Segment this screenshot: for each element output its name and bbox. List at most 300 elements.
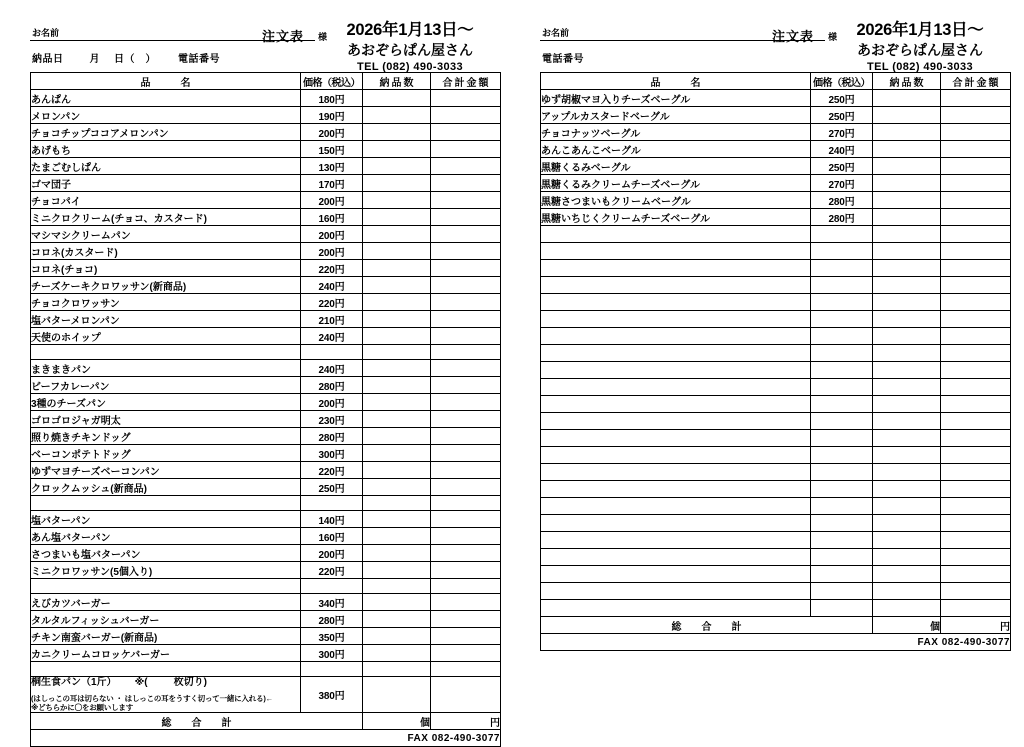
blank-cell[interactable] <box>873 600 941 617</box>
blank-cell[interactable] <box>363 496 431 511</box>
blank-cell[interactable] <box>541 600 811 617</box>
blank-cell[interactable] <box>873 243 941 260</box>
empty-order-row <box>541 549 1011 566</box>
column-header-amount: 合計金額 <box>431 73 501 90</box>
empty-order-row <box>541 447 1011 464</box>
item-qty-input-cell[interactable] <box>363 192 431 209</box>
item-amount-input-cell[interactable] <box>431 428 501 445</box>
blank-cell[interactable] <box>811 311 873 328</box>
blank-cell[interactable] <box>941 362 1011 379</box>
item-price-cell: 280円 <box>301 611 363 628</box>
item-price-cell: 300円 <box>301 445 363 462</box>
item-qty-input-cell[interactable] <box>363 294 431 311</box>
blank-cell[interactable] <box>811 294 873 311</box>
item-qty-input-cell[interactable] <box>363 158 431 175</box>
item-price-cell: 280円 <box>811 192 873 209</box>
grand-total-yen-unit-right[interactable]: 円 <box>941 617 1011 634</box>
item-qty-input-cell[interactable] <box>363 175 431 192</box>
blank-cell[interactable] <box>541 447 811 464</box>
item-qty-input-cell[interactable] <box>363 445 431 462</box>
column-header-price-right: 価格（税込） <box>811 73 873 90</box>
blank-cell[interactable] <box>941 260 1011 277</box>
empty-order-row <box>541 243 1011 260</box>
item-amount-input-cell[interactable] <box>431 562 501 579</box>
blank-cell[interactable] <box>363 662 431 677</box>
item-amount-input-cell[interactable] <box>431 462 501 479</box>
month-label: 月 <box>89 54 100 65</box>
blank-cell[interactable] <box>873 566 941 583</box>
item-price-cell: 190円 <box>301 107 363 124</box>
item-name-cell: さつまいも塩バターパン <box>31 545 301 562</box>
blank-cell[interactable] <box>431 496 501 511</box>
fax-number: FAX 082-490-3077 <box>31 730 501 747</box>
form-header-right <box>540 0 1010 72</box>
blank-cell[interactable] <box>941 464 1011 481</box>
item-price-cell: 210円 <box>301 311 363 328</box>
item-qty-input-cell[interactable] <box>363 226 431 243</box>
shop-telephone: TEL (082) 490-3033 <box>356 60 464 73</box>
item-name-cell: ビーフカレーパン <box>31 377 301 394</box>
item-price-cell: 160円 <box>301 209 363 226</box>
blank-cell[interactable] <box>811 447 873 464</box>
table-row <box>31 243 501 260</box>
item-qty-input-cell[interactable] <box>363 141 431 158</box>
item-amount-input-cell[interactable] <box>941 124 1011 141</box>
table-row <box>31 411 501 428</box>
blank-cell[interactable] <box>541 243 811 260</box>
blank-cell[interactable] <box>541 515 811 532</box>
blank-cell[interactable] <box>873 430 941 447</box>
blank-cell[interactable] <box>873 226 941 243</box>
blank-cell[interactable] <box>941 396 1011 413</box>
item-qty-input-cell[interactable] <box>363 462 431 479</box>
item-name-cell: クロックムッシュ(新商品) <box>31 479 301 496</box>
blank-cell[interactable] <box>941 498 1011 515</box>
item-qty-input-cell[interactable] <box>363 394 431 411</box>
shokupan-slice-open[interactable]: ※( <box>134 677 148 688</box>
item-amount-input-cell[interactable] <box>941 90 1011 107</box>
item-qty-input-cell[interactable] <box>363 360 431 377</box>
blank-cell[interactable] <box>541 260 811 277</box>
blank-cell[interactable] <box>811 549 873 566</box>
blank-cell[interactable] <box>431 662 501 677</box>
blank-cell[interactable] <box>541 430 811 447</box>
blank-cell[interactable] <box>431 345 501 360</box>
table-row <box>31 628 501 645</box>
blank-cell[interactable] <box>941 413 1011 430</box>
blank-cell[interactable] <box>301 662 363 677</box>
item-price-cell: 250円 <box>811 158 873 175</box>
item-name-cell: コロネ(チョコ) <box>31 260 301 277</box>
item-amount-input-cell[interactable] <box>431 479 501 496</box>
grand-total-row <box>31 713 501 730</box>
blank-cell[interactable] <box>941 515 1011 532</box>
item-amount-input-cell[interactable] <box>431 294 501 311</box>
table-row <box>31 594 501 611</box>
blank-cell[interactable] <box>541 498 811 515</box>
shokupan-amount-input-cell[interactable] <box>431 677 501 713</box>
item-amount-input-cell[interactable] <box>431 377 501 394</box>
item-qty-input-cell[interactable] <box>363 479 431 496</box>
item-amount-input-cell[interactable] <box>431 328 501 345</box>
item-amount-input-cell[interactable] <box>941 175 1011 192</box>
blank-cell[interactable] <box>363 579 431 594</box>
blank-cell[interactable] <box>941 566 1011 583</box>
item-amount-input-cell[interactable] <box>941 158 1011 175</box>
table-row <box>31 562 501 579</box>
item-amount-input-cell[interactable] <box>431 628 501 645</box>
item-amount-input-cell[interactable] <box>431 209 501 226</box>
item-amount-input-cell[interactable] <box>431 260 501 277</box>
blank-cell[interactable] <box>873 447 941 464</box>
item-amount-input-cell[interactable] <box>431 511 501 528</box>
blank-cell[interactable] <box>811 498 873 515</box>
item-qty-input-cell[interactable] <box>363 562 431 579</box>
item-qty-input-cell[interactable] <box>873 175 941 192</box>
blank-cell[interactable] <box>941 549 1011 566</box>
blank-cell[interactable] <box>541 481 811 498</box>
item-name-cell: 3種のチーズパン <box>31 394 301 411</box>
blank-cell[interactable] <box>873 260 941 277</box>
blank-cell[interactable] <box>811 481 873 498</box>
item-qty-input-cell[interactable] <box>363 511 431 528</box>
empty-order-row <box>541 379 1011 396</box>
blank-cell[interactable] <box>811 430 873 447</box>
item-amount-input-cell[interactable] <box>941 192 1011 209</box>
blank-cell[interactable] <box>873 498 941 515</box>
item-name-cell: あんぱん <box>31 90 301 107</box>
item-price-cell: 220円 <box>301 562 363 579</box>
item-qty-input-cell[interactable] <box>363 209 431 226</box>
blank-cell[interactable] <box>941 311 1011 328</box>
blank-cell[interactable] <box>811 515 873 532</box>
page-title: 注文表 <box>262 29 305 44</box>
item-qty-input-cell[interactable] <box>363 243 431 260</box>
blank-cell[interactable] <box>873 311 941 328</box>
table-row <box>31 260 501 277</box>
table-row <box>31 175 501 192</box>
blank-cell[interactable] <box>811 464 873 481</box>
blank-cell[interactable] <box>31 662 301 677</box>
table-row <box>31 479 501 496</box>
empty-order-row <box>541 345 1011 362</box>
table-row <box>31 294 501 311</box>
item-name-cell: 天使のホイップ <box>31 328 301 345</box>
item-name-cell: チキン南蛮バーガー(新商品) <box>31 628 301 645</box>
item-qty-input-cell[interactable] <box>363 628 431 645</box>
blank-cell[interactable] <box>31 496 301 511</box>
blank-cell[interactable] <box>873 328 941 345</box>
blank-cell[interactable] <box>873 515 941 532</box>
blank-cell[interactable] <box>31 579 301 594</box>
item-amount-input-cell[interactable] <box>431 545 501 562</box>
blank-cell[interactable] <box>873 379 941 396</box>
item-qty-input-cell[interactable] <box>873 90 941 107</box>
item-qty-input-cell[interactable] <box>363 260 431 277</box>
order-form-left <box>30 0 500 747</box>
table-row <box>31 107 501 124</box>
table-row <box>31 141 501 158</box>
blank-cell[interactable] <box>541 379 811 396</box>
shop-name: あおぞらぱん屋さん <box>347 41 473 58</box>
item-amount-input-cell[interactable] <box>431 158 501 175</box>
blank-cell[interactable] <box>301 579 363 594</box>
item-amount-input-cell[interactable] <box>941 141 1011 158</box>
blank-cell[interactable] <box>541 226 811 243</box>
customer-name-label-right: お名前 <box>542 28 570 38</box>
item-amount-input-cell[interactable] <box>431 124 501 141</box>
blank-cell[interactable] <box>941 481 1011 498</box>
grand-total-yen-unit[interactable]: 円 <box>431 713 501 730</box>
item-price-cell: 180円 <box>301 90 363 107</box>
item-amount-input-cell[interactable] <box>941 107 1011 124</box>
item-amount-input-cell[interactable] <box>431 277 501 294</box>
item-qty-input-cell[interactable] <box>363 428 431 445</box>
item-price-cell: 200円 <box>301 243 363 260</box>
table-row <box>31 124 501 141</box>
shokupan-qty-input-cell[interactable] <box>363 677 431 713</box>
table-row <box>31 377 501 394</box>
blank-cell[interactable] <box>873 532 941 549</box>
item-qty-input-cell[interactable] <box>873 209 941 226</box>
blank-cell[interactable] <box>811 379 873 396</box>
item-amount-input-cell[interactable] <box>431 611 501 628</box>
item-name-cell: あんこあんこベーグル <box>541 141 811 158</box>
table-row <box>541 124 1011 141</box>
shop-info-left <box>320 21 500 75</box>
grand-total-count-unit-right[interactable]: 個 <box>873 617 941 634</box>
blank-cell[interactable] <box>873 396 941 413</box>
form-header-left <box>30 0 500 72</box>
item-qty-input-cell[interactable] <box>363 545 431 562</box>
blank-cell[interactable] <box>541 311 811 328</box>
item-name-cell: 黒糖いちじくクリームチーズベーグル <box>541 209 811 226</box>
group-spacer-row <box>31 496 501 511</box>
column-header-amount-right: 合計金額 <box>941 73 1011 90</box>
blank-cell[interactable] <box>541 362 811 379</box>
table-row <box>31 645 501 662</box>
item-name-cell: 照り焼きチキンドッグ <box>31 428 301 445</box>
blank-cell[interactable] <box>873 413 941 430</box>
blank-cell[interactable] <box>941 345 1011 362</box>
blank-cell[interactable] <box>811 260 873 277</box>
table-row <box>31 445 501 462</box>
blank-cell[interactable] <box>873 345 941 362</box>
grand-total-count-unit[interactable]: 個 <box>363 713 431 730</box>
blank-cell[interactable] <box>873 362 941 379</box>
blank-cell[interactable] <box>873 294 941 311</box>
table-row <box>541 158 1011 175</box>
order-date-range: 2026年1月13日～ <box>346 21 474 39</box>
blank-cell[interactable] <box>873 481 941 498</box>
item-price-cell: 200円 <box>301 192 363 209</box>
blank-cell[interactable] <box>541 345 811 362</box>
blank-cell[interactable] <box>811 226 873 243</box>
blank-cell[interactable] <box>811 277 873 294</box>
item-amount-input-cell[interactable] <box>431 141 501 158</box>
phone-meta-row-right[interactable] <box>542 50 584 65</box>
item-amount-input-cell[interactable] <box>431 411 501 428</box>
table-row <box>31 428 501 445</box>
empty-order-row <box>541 481 1011 498</box>
customer-name-field-right[interactable] <box>540 26 838 44</box>
item-amount-input-cell[interactable] <box>431 192 501 209</box>
blank-cell[interactable] <box>363 345 431 360</box>
item-amount-input-cell[interactable] <box>431 90 501 107</box>
item-qty-input-cell[interactable] <box>363 528 431 545</box>
item-amount-input-cell[interactable] <box>941 209 1011 226</box>
blank-cell[interactable] <box>873 549 941 566</box>
blank-cell[interactable] <box>541 532 811 549</box>
phone-label-right: 電話番号 <box>542 54 584 65</box>
item-qty-input-cell[interactable] <box>873 107 941 124</box>
item-amount-input-cell[interactable] <box>431 594 501 611</box>
table-row <box>31 277 501 294</box>
item-name-cell: えびカツバーガー <box>31 594 301 611</box>
blank-cell[interactable] <box>941 532 1011 549</box>
item-name-cell: ミニクロワッサン(5個入り) <box>31 562 301 579</box>
blank-cell[interactable] <box>541 328 811 345</box>
table-row <box>31 209 501 226</box>
empty-order-row <box>541 413 1011 430</box>
blank-cell[interactable] <box>541 566 811 583</box>
item-qty-input-cell[interactable] <box>363 90 431 107</box>
item-qty-input-cell[interactable] <box>363 377 431 394</box>
empty-order-row <box>541 294 1011 311</box>
blank-cell[interactable] <box>873 277 941 294</box>
item-amount-input-cell[interactable] <box>431 107 501 124</box>
item-qty-input-cell[interactable] <box>873 124 941 141</box>
empty-order-row <box>541 277 1011 294</box>
item-qty-input-cell[interactable] <box>363 645 431 662</box>
blank-cell[interactable] <box>811 243 873 260</box>
blank-cell[interactable] <box>541 583 811 600</box>
item-price-cell: 240円 <box>301 328 363 345</box>
blank-cell[interactable] <box>541 464 811 481</box>
blank-cell[interactable] <box>941 328 1011 345</box>
blank-cell[interactable] <box>811 345 873 362</box>
empty-order-row <box>541 464 1011 481</box>
blank-cell[interactable] <box>941 447 1011 464</box>
blank-cell[interactable] <box>541 396 811 413</box>
item-name-cell: あげもち <box>31 141 301 158</box>
item-amount-input-cell[interactable] <box>431 243 501 260</box>
item-amount-input-cell[interactable] <box>431 175 501 192</box>
table-row <box>541 141 1011 158</box>
item-amount-input-cell[interactable] <box>431 528 501 545</box>
blank-cell[interactable] <box>301 345 363 360</box>
item-qty-input-cell[interactable] <box>363 328 431 345</box>
item-amount-input-cell[interactable] <box>431 645 501 662</box>
item-qty-input-cell[interactable] <box>363 107 431 124</box>
item-qty-input-cell[interactable] <box>363 311 431 328</box>
item-price-cell: 240円 <box>811 141 873 158</box>
item-qty-input-cell[interactable] <box>363 124 431 141</box>
blank-cell[interactable] <box>431 579 501 594</box>
empty-order-row <box>541 583 1011 600</box>
table-row <box>31 158 501 175</box>
item-amount-input-cell[interactable] <box>431 394 501 411</box>
shokupan-note-line-2: ※どちらかに〇をお願いします <box>31 702 133 712</box>
blank-cell[interactable] <box>811 396 873 413</box>
table-row <box>31 394 501 411</box>
empty-order-row <box>541 311 1011 328</box>
customer-name-suffix: 様 <box>318 32 328 42</box>
blank-cell[interactable] <box>941 277 1011 294</box>
blank-cell[interactable] <box>541 549 811 566</box>
blank-cell[interactable] <box>541 413 811 430</box>
item-qty-input-cell[interactable] <box>873 141 941 158</box>
item-amount-input-cell[interactable] <box>431 445 501 462</box>
blank-cell[interactable] <box>941 379 1011 396</box>
item-name-cell: チョコチップココアメロンパン <box>31 124 301 141</box>
blank-cell[interactable] <box>301 496 363 511</box>
blank-cell[interactable] <box>541 277 811 294</box>
fax-row <box>31 730 501 747</box>
item-qty-input-cell[interactable] <box>873 192 941 209</box>
item-price-cell: 240円 <box>301 277 363 294</box>
order-form-right <box>540 0 1010 651</box>
item-price-cell: 300円 <box>301 645 363 662</box>
shokupan-slice-label: 枚切り) <box>173 677 207 688</box>
blank-cell[interactable] <box>873 583 941 600</box>
blank-cell[interactable] <box>811 566 873 583</box>
blank-cell[interactable] <box>941 600 1011 617</box>
item-amount-input-cell[interactable] <box>431 226 501 243</box>
item-price-cell: 280円 <box>301 428 363 445</box>
table-row <box>31 528 501 545</box>
item-qty-input-cell[interactable] <box>363 277 431 294</box>
blank-cell[interactable] <box>811 328 873 345</box>
blank-cell[interactable] <box>811 600 873 617</box>
empty-order-row <box>541 566 1011 583</box>
item-qty-input-cell[interactable] <box>363 611 431 628</box>
item-name-cell: アップルカスタードベーグル <box>541 107 811 124</box>
blank-cell[interactable] <box>941 294 1011 311</box>
blank-cell[interactable] <box>941 226 1011 243</box>
item-qty-input-cell[interactable] <box>873 158 941 175</box>
delivery-date-label: 納品日 <box>32 54 64 65</box>
item-qty-input-cell[interactable] <box>363 411 431 428</box>
item-price-cell: 140円 <box>301 511 363 528</box>
item-price-cell: 200円 <box>301 226 363 243</box>
item-price-cell: 340円 <box>301 594 363 611</box>
blank-cell[interactable] <box>941 583 1011 600</box>
item-name-cell: ゆずマヨチーズベーコンパン <box>31 462 301 479</box>
item-price-cell: 160円 <box>301 528 363 545</box>
empty-order-row <box>541 396 1011 413</box>
blank-cell[interactable] <box>31 345 301 360</box>
blank-cell[interactable] <box>811 362 873 379</box>
blank-cell[interactable] <box>811 583 873 600</box>
item-price-cell: 250円 <box>301 479 363 496</box>
item-amount-input-cell[interactable] <box>431 360 501 377</box>
blank-cell[interactable] <box>873 464 941 481</box>
blank-cell[interactable] <box>811 413 873 430</box>
blank-cell[interactable] <box>541 294 811 311</box>
item-qty-input-cell[interactable] <box>363 594 431 611</box>
blank-cell[interactable] <box>811 532 873 549</box>
item-name-cell: あん塩バターパン <box>31 528 301 545</box>
item-name-cell: たまごむしぱん <box>31 158 301 175</box>
customer-name-rule-right <box>540 40 825 41</box>
delivery-meta-row[interactable] <box>32 50 220 65</box>
blank-cell[interactable] <box>941 430 1011 447</box>
blank-cell[interactable] <box>941 243 1011 260</box>
customer-name-field[interactable] <box>30 26 328 44</box>
table-row <box>31 226 501 243</box>
item-amount-input-cell[interactable] <box>431 311 501 328</box>
